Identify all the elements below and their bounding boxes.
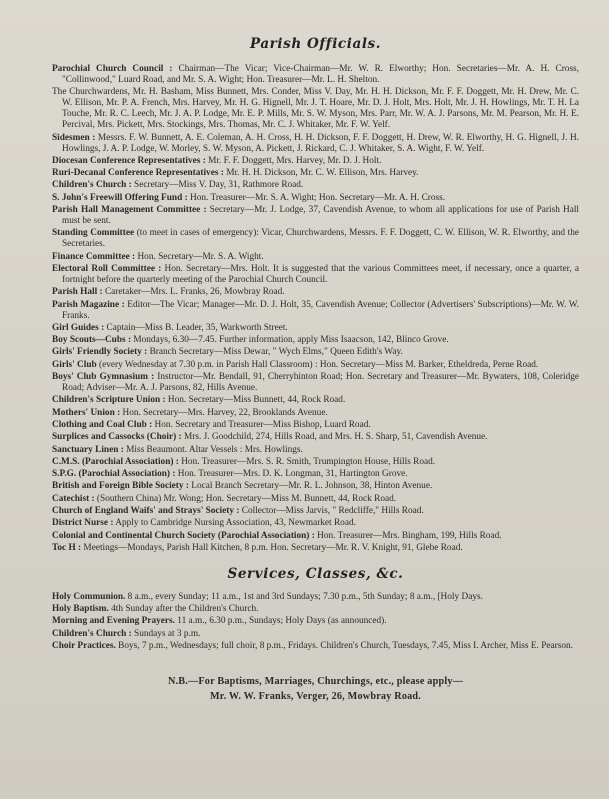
official-entry [52, 264, 579, 286]
official-entry [52, 531, 579, 542]
official-entry-label: Colonial and Continental Church Society (Parochial Association) : [52, 530, 315, 541]
official-entry-text: Mrs. J. Goodchild, 274, Hills Road, and Mrs. H. S. Sharp, 51, Cavendish Avenue. [181, 432, 488, 443]
official-entry-text: Mr. F. F. Doggett, Mrs. Harvey, Mr. D. J. Holt. [205, 155, 382, 166]
officials-list [52, 64, 579, 554]
official-entry-text: Chairman—The Vicar; Vice-Chairman—Mr. W. R. Elworthy; Hon. Secretaries—Mr. A. H. Cross, "Collinwood," Luard Road, and Mr. S. A. Wight; Hon. Treasurer—Mr. L. H. Shelton. [62, 64, 580, 85]
official-entry-label: District Nurse : [52, 518, 114, 529]
official-entry-label: Sanctuary Linen : [52, 444, 124, 455]
official-entry-text: Caretaker—Mrs. L. Franks, 26, Mowbray Road. [102, 287, 285, 298]
notice-line-1: N.B.—For Baptisms, Marriages, Churchings, etc., please apply— [167, 675, 464, 687]
official-entry-label: Church of England Waifs' and Strays' Society : [52, 506, 240, 517]
official-entry [52, 494, 579, 505]
official-entry-label: Clothing and Coal Club : [52, 419, 153, 430]
official-entry-label: Surplices and Cassocks (Choir) : [52, 432, 182, 443]
official-entry-text: Hon. Secretary—Mrs. Holt. It is suggested that the various Committees meet, if necessary, once a quarter, a fortnight before the quarterly meeting of the Parochial Church Council. [62, 263, 579, 285]
service-entry-text: Sundays at 3 p.m. [131, 628, 201, 639]
official-entry-text: Miss Beaumont. Altar Vessels : Mrs. Howlings. [123, 444, 303, 455]
official-entry-text: Hon. Secretary—Miss Bunnett, 44, Rock Road. [165, 395, 346, 406]
service-entry [52, 592, 579, 603]
official-entry-text: (to meet in cases of emergency): Vicar, Churchwardens, Messrs. F. F. Doggett, C. W. Ellison, W. R. Elworthy, and the Secretaries. [62, 228, 579, 250]
official-entry-text: Apply to Cambridge Nursing Association, 43, Newmarket Road. [113, 518, 356, 529]
service-entry [52, 604, 579, 615]
official-entry [52, 347, 579, 358]
official-entry-label: Toc H : [52, 542, 82, 553]
service-entry-label: Holy Baptism. [52, 604, 109, 615]
service-entry-text: 11 a.m., 6.30 p.m., Sundays; Holy Days (as announced). [174, 616, 387, 627]
official-entry [52, 395, 579, 406]
service-entry-text: 4th Sunday after the Children's Church. [108, 604, 259, 615]
official-entry [52, 64, 579, 86]
official-entry [52, 156, 579, 167]
official-entry-text: Hon. Treasurer—Mr. S. A. Wight; Hon. Secretary—Mr. A. H. Cross. [187, 192, 446, 203]
official-entry-text: Instructor—Mr. Bendall, 91, Cherryhinton Road; Hon. Secretary and Treasurer—Mr. Bywaters, 108, Coleridge Road; Adviser—Mr. A. J. Parsons, 82, Hills Avenue. [62, 372, 579, 394]
official-entry [52, 408, 579, 419]
official-entry-label: Catechist : [52, 493, 95, 504]
official-entry-label: Diocesan Conference Representatives : [52, 155, 206, 166]
service-entry [52, 629, 579, 640]
official-entry-text: (Southern China) Mr. Wong; Hon. Secretary—Miss M. Bunnett, 44, Rock Road. [94, 493, 397, 504]
official-entry-text: Hon. Secretary—Mrs. Harvey, 22, Brooklands Avenue. [120, 407, 328, 418]
official-entry [52, 335, 579, 346]
official-entry-label: Parish Hall Management Committee : [52, 205, 207, 216]
official-entry-label: Finance Committee : [52, 251, 136, 262]
official-entry-label: Mothers' Union : [52, 407, 121, 418]
official-entry-label: C.M.S. (Parochial Association) : [52, 456, 179, 467]
services-list [52, 592, 579, 652]
verger-notice [52, 674, 579, 704]
official-entry-text: Hon. Secretary and Treasurer—Miss Bishop, Luard Road. [152, 419, 371, 430]
service-entry-label: Choir Practices. [52, 640, 116, 651]
official-entry-text: Secretary—Miss V. Day, 31, Rathmore Road. [131, 180, 304, 191]
official-entry-text: Captain—Miss B. Leader, 35, Warkworth Street. [104, 322, 288, 333]
official-entry-text: Mondays, 6.30—7.45. Further information, apply Miss Isaacson, 142, Blinco Grove. [131, 335, 449, 346]
official-entry-text: Secretary—Mr. J. Lodge, 37, Cavendish Avenue, to whom all applications for use of Parish Hall must be sent. [62, 205, 579, 227]
official-entry [52, 133, 579, 155]
official-entry-text: Hon. Secretary—Mr. S. A. Wight. [135, 251, 264, 262]
official-entry [52, 228, 579, 250]
official-entry-label: Parish Hall : [52, 287, 103, 298]
official-entry-label: Electoral Roll Committee : [52, 263, 162, 274]
official-entry-text: Branch Secretary—Miss Dewar, " Wych Elms," Queen Edith's Way. [147, 347, 403, 358]
service-entry [52, 616, 579, 627]
official-entry [52, 87, 579, 131]
official-entry-label: Girls' Club [52, 359, 97, 370]
official-entry-text: Meetings—Mondays, Parish Hall Kitchen, 8 p.m. Hon. Secretary—Mr. R. V. Knight, 91, Glebe Road. [81, 542, 463, 553]
official-entry [52, 420, 579, 431]
official-entry [52, 469, 579, 480]
service-entry-label: Morning and Evening Prayers. [52, 616, 175, 627]
official-entry-text: The Churchwardens, Mr. H. Basham, Miss Bunnett, Mrs. Conder, Miss V. Day, Mr. H. H. Dickson, Mr. F. F. Doggett, Mr. H. Drew, Mr. C. W. Ellison, Mr. P. A. French, Mrs. Harvey, Mr. H. G. Hignell, Mr. J. T. Hoare, Mr. D. J. Holt, Mrs. Holt, Mr. J. H. Howlings, Mr. T. H. La Touche, Mr. R. C. Leech, Mr. J. A. P. Lodge, Mr. E. P. Mills, Mr. S. W. Myson, Mrs. Parr, Mr. W. A. J. Parsons, Mr. M. Pearson, Mr. H. E. Percival, Mrs. Pickett, Mrs. Stockings, Mrs. Thomas, Mr. C. J. Whitaker, Mr. F. W. Yelf. [52, 87, 579, 131]
official-entry-label: Parish Magazine : [52, 299, 125, 310]
official-entry-text: Mr. H. H. Dickson, Mr. C. W. Ellison, Mrs. Harvey. [223, 168, 419, 179]
official-entry-label: Girls' Friendly Society : [52, 347, 148, 358]
official-entry-label: Boys' Club Gymnasium : [52, 372, 155, 383]
service-entry-text: Boys, 7 p.m., Wednesdays; full choir, 8 p.m., Fridays. Children's Church, Tuesdays, 7.45, Miss I. Archer, Miss E. Pearson. [115, 640, 573, 651]
official-entry-text: Collector—Miss Jarvis, " Redcliffe," Hills Road. [239, 506, 424, 517]
official-entry-text: Messrs. F. W. Bunnett, A. E. Coleman, A. H. Cross, H. H. Dickson, F. F. Doggett, H. Drew, W. R. Elworthy, H. G. Hignell, J. H. Howlings, J. A. P. Lodge, W. Morley, S. W. Myson, A. Pickett, J. Rickard, C. J. Whitaker, S. A. Wight, F. W. Yelf. [62, 132, 579, 154]
official-entry-label: S.P.G. (Parochial Association) : [52, 469, 176, 480]
official-entry-label: Children's Church : [52, 180, 132, 191]
official-entry [52, 360, 579, 371]
official-entry-text: Hon. Treasurer—Mrs. S. R. Smith, Trumpington House, Hills Road. [178, 456, 436, 467]
notice-line-2: Mr. W. W. Franks, Verger, 26, Mowbray Road. [209, 690, 422, 702]
services-heading: Services, Classes, &c. [227, 565, 404, 582]
official-entry-text: (every Wednesday at 7.30 p.m. in Parish Hall Classroom) : Hon. Secretary—Miss M. Barker, Etheldreda, Perne Road. [96, 359, 539, 370]
official-entry [52, 168, 579, 179]
official-entry [52, 287, 579, 298]
official-entry-text: Local Branch Secretary—Mr. R. L. Johnson, 38, Hinton Avenue. [188, 481, 433, 492]
official-entry-label: Parochial Church Council : [52, 64, 173, 74]
official-entry-label: S. John's Freewill Offering Fund : [52, 192, 188, 203]
official-entry [52, 205, 579, 227]
service-entry-label: Holy Communion. [52, 591, 126, 602]
official-entry [52, 300, 579, 322]
official-entry [52, 543, 579, 554]
official-entry [52, 506, 579, 517]
official-entry [52, 445, 579, 456]
official-entry [52, 180, 579, 191]
official-entry [52, 518, 579, 529]
official-entry [52, 252, 579, 263]
official-entry [52, 193, 579, 204]
official-entry-label: Girl Guides : [52, 322, 105, 333]
official-entry-label: Ruri-Decanal Conference Representatives : [52, 168, 224, 179]
official-entry [52, 457, 579, 468]
official-entry-label: British and Foreign Bible Society : [52, 481, 189, 492]
official-entry-label: Children's Scripture Union : [52, 395, 166, 406]
official-entry [52, 323, 579, 334]
service-entry-text: 8 a.m., every Sunday; 11 a.m., 1st and 3rd Sundays; 7.30 p.m., 5th Sunday; 8 a.m., [Holy Days. [125, 591, 483, 602]
official-entry [52, 481, 579, 492]
official-entry-label: Boy Scouts—Cubs : [52, 335, 132, 346]
official-entry-label: Sidesmen : [52, 132, 96, 143]
official-entry-label: Standing Committee [52, 228, 135, 239]
official-entry-text: Editor—The Vicar; Manager—Mr. D. J. Holt, 35, Cavendish Avenue; Collector (Advertisers' Subscriptions)—Mr. W. W. Franks. [62, 299, 579, 321]
service-entry-label: Children's Church : [52, 628, 132, 639]
official-entry-text: Hon. Treasurer—Mrs. D. K. Longman, 31, Hartington Grove. [175, 469, 408, 480]
official-entry [52, 432, 579, 443]
official-entry [52, 372, 579, 394]
official-entry-text: Hon. Treasurer—Mrs. Bingham, 199, Hills Road. [314, 530, 502, 541]
service-entry [52, 641, 579, 652]
parish-officials-heading: Parish Officials. [249, 36, 382, 52]
